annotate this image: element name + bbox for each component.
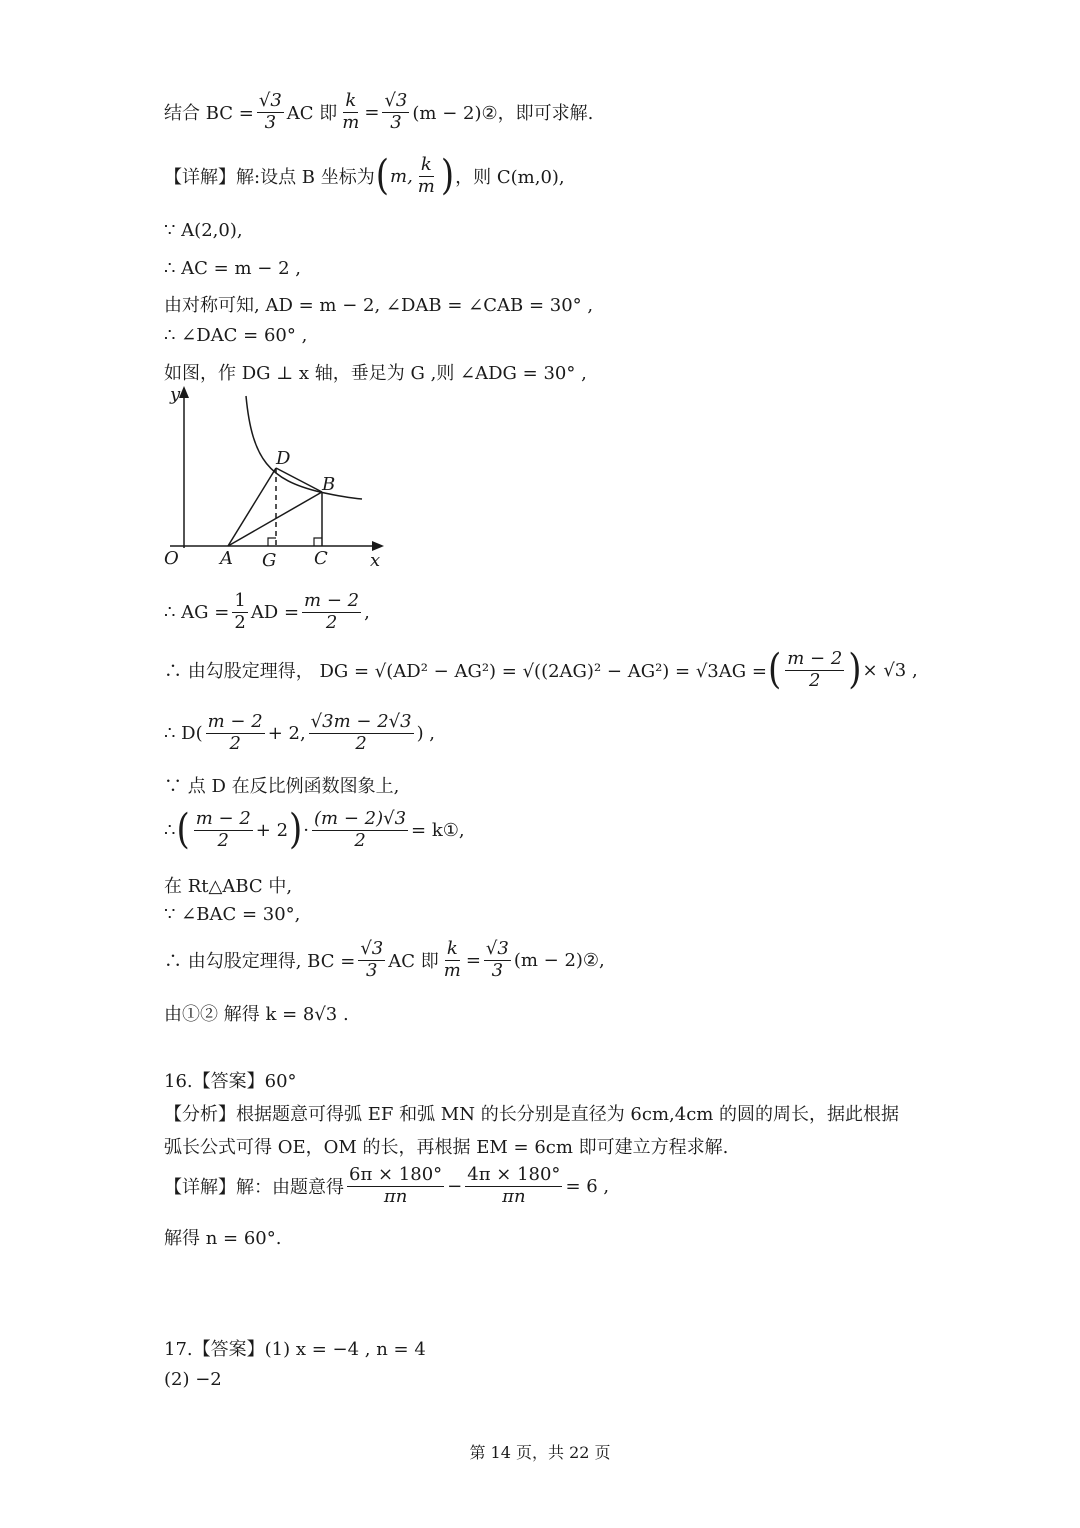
text: ∵ ∠BAC = 30°,: [164, 904, 301, 925]
text: ∴ ∠DAC = 60° ,: [164, 325, 308, 346]
text: m,: [390, 165, 413, 187]
line-18: [164, 1100, 899, 1126]
segment-DB: [276, 468, 322, 492]
text: ，则 C(m,0),: [455, 167, 565, 189]
text: (m − 2)②,: [513, 949, 605, 971]
fraction: [232, 592, 247, 633]
segment-AD: [228, 468, 276, 546]
text: ∵ A(2,0),: [164, 220, 243, 241]
text: −: [447, 1175, 463, 1197]
denominator: 2: [809, 669, 821, 691]
fraction: [442, 940, 463, 981]
line-10: [164, 713, 435, 754]
denominator: 3: [264, 111, 277, 133]
label-O: O: [164, 548, 179, 569]
page-footer: 第 14 页，共 22 页: [469, 1443, 611, 1462]
geometry-figure: [160, 380, 400, 570]
text: ∴ AG =: [164, 601, 230, 623]
denominator: 3: [366, 959, 378, 981]
numerator: √3: [384, 90, 408, 111]
text: AC 即: [286, 103, 338, 125]
line-11: [164, 772, 399, 798]
fraction: [347, 1166, 444, 1207]
text: AD =: [250, 601, 300, 623]
denominator: m: [443, 959, 461, 981]
line-20: [164, 1166, 609, 1207]
right-paren: ): [289, 806, 303, 855]
fraction: [309, 713, 414, 754]
text: 由对称可知, AD = m − 2, ∠DAB = ∠CAB = 30° ,: [164, 295, 594, 316]
denominator: πn: [502, 1185, 526, 1207]
text: 由①② 解得 k = 8√3 .: [164, 1004, 349, 1025]
fraction: [194, 810, 253, 851]
fraction: [416, 156, 437, 197]
line-19: [164, 1133, 728, 1159]
text: = 6 ,: [565, 1175, 610, 1197]
denominator: 2: [234, 611, 246, 633]
fraction: [484, 940, 511, 981]
text: = k①,: [411, 819, 465, 841]
denominator: πn: [383, 1185, 408, 1207]
numerator: k: [446, 938, 458, 959]
text: ∴ AC = m − 2 ,: [164, 258, 301, 279]
numerator: √3: [485, 938, 509, 959]
line-23: [164, 1369, 222, 1390]
line-4: [164, 258, 301, 279]
numerator: √3: [360, 938, 384, 959]
label-y: y: [170, 384, 181, 405]
text: ∴: [164, 819, 176, 841]
line-8: [164, 592, 370, 633]
numerator: k: [420, 154, 432, 175]
right-paren: ): [440, 152, 455, 201]
text: 【详解】解:设点 B 坐标为: [164, 167, 375, 189]
line-3: [164, 220, 243, 241]
text: ∵ 点 D 在反比例函数图象上,: [164, 776, 400, 797]
line-13: [164, 872, 292, 898]
text: ∴ D(: [164, 722, 203, 744]
fraction: [382, 92, 409, 133]
text: =: [465, 949, 481, 971]
text: ,: [364, 601, 370, 623]
fraction: [465, 1166, 562, 1207]
left-paren: (: [176, 806, 190, 855]
denominator: m: [342, 111, 360, 133]
denominator: 2: [354, 829, 366, 851]
line-12: [164, 806, 465, 855]
text: ) ,: [416, 722, 436, 744]
line-22: [164, 1335, 426, 1361]
text: × √3 ,: [862, 659, 918, 681]
numerator: (m − 2)√3: [314, 808, 407, 829]
denominator: 3: [491, 959, 504, 981]
text: 16.【答案】60°: [164, 1071, 297, 1092]
text: 17.【答案】(1) x = −4 , n = 4: [164, 1339, 426, 1360]
text: 在 Rt△ABC 中,: [164, 876, 293, 897]
right-angle-C: [314, 538, 322, 546]
label-x: x: [370, 550, 381, 570]
right-paren: ): [848, 646, 862, 695]
text: 【分析】根据题意可得弧 EF 和弧 MN 的长分别是直径为 6cm,4cm 的圆的周长，据此根据: [164, 1104, 900, 1125]
line-9: [164, 646, 918, 695]
text: 弧长公式可得 OE，OM 的长，再根据 EM = 6cm 即可建立方程求解.: [164, 1137, 729, 1158]
numerator: k: [345, 90, 357, 111]
numerator: m − 2: [207, 711, 263, 732]
y-axis-arrow: [179, 386, 189, 398]
numerator: m − 2: [304, 590, 360, 611]
text: =: [364, 101, 380, 123]
line-1: [164, 92, 593, 133]
text: (m − 2)②，即可求解.: [412, 103, 594, 125]
text: 如图，作 DG ⊥ x 轴，垂足为 G ,则 ∠ADG = 30° ,: [164, 363, 587, 384]
label-C: C: [314, 548, 328, 569]
numerator: 4π × 180°: [467, 1164, 561, 1185]
numerator: m − 2: [787, 648, 843, 669]
text: 结合 BC =: [164, 103, 254, 125]
line-5: [164, 291, 593, 317]
fraction: [312, 810, 408, 851]
line-16: [164, 1000, 349, 1026]
line-15: [164, 940, 605, 981]
numerator: 1: [234, 590, 246, 611]
text: 解得 n = 60°.: [164, 1228, 282, 1249]
hyperbola-curve: [246, 396, 362, 499]
fraction: [302, 592, 361, 633]
denominator: 2: [355, 732, 367, 754]
denominator: 2: [325, 611, 338, 633]
label-D: D: [276, 448, 291, 469]
label-A: A: [220, 548, 233, 569]
numerator: 6π × 180°: [349, 1164, 443, 1185]
text: (2) −2: [164, 1369, 222, 1390]
denominator: 2: [229, 732, 241, 754]
left-paren: (: [375, 152, 389, 201]
numerator: √3: [258, 90, 282, 111]
text: AC 即: [388, 951, 439, 973]
text: + 2: [255, 819, 289, 841]
line-6: [164, 325, 307, 346]
text: ∴ 由勾股定理得, BC =: [164, 951, 356, 973]
text: ·: [303, 819, 310, 841]
fraction: [785, 650, 844, 691]
label-B: B: [322, 474, 336, 495]
right-angle-G: [268, 538, 276, 546]
numerator: √3m − 2√3: [310, 711, 412, 732]
text: ∴ 由勾股定理得， DG = √(AD² − AG²) = √((2AG)² − AG²) = √3AG =: [164, 661, 767, 683]
line-14: [164, 904, 300, 925]
text: + 2,: [267, 722, 306, 744]
label-G: G: [262, 550, 277, 570]
line-21: [164, 1224, 281, 1250]
fraction: [340, 92, 361, 133]
denominator: 3: [390, 111, 402, 133]
fraction: [257, 92, 284, 133]
denominator: 2: [217, 829, 229, 851]
fraction: [358, 940, 385, 981]
text: 【详解】解：由题意得: [164, 1177, 344, 1199]
line-2: [164, 152, 565, 201]
line-17: [164, 1067, 297, 1093]
left-paren: (: [767, 646, 782, 695]
fraction: [206, 713, 265, 754]
denominator: m: [417, 175, 435, 197]
numerator: m − 2: [195, 808, 251, 829]
